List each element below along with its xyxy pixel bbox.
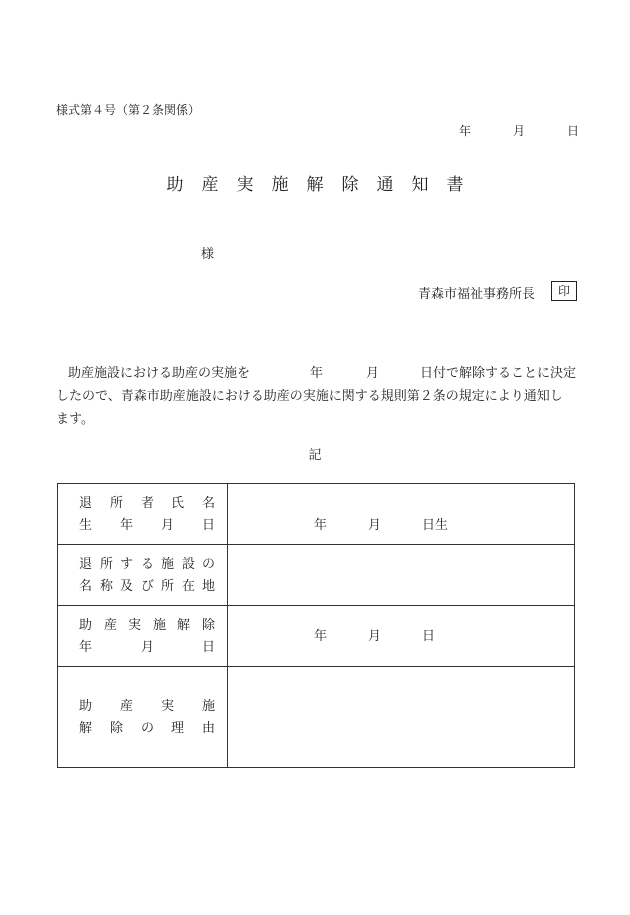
label-char: 解 <box>79 721 93 736</box>
birthdate-line <box>228 514 574 536</box>
label-cell-reason <box>58 667 228 768</box>
title-char: 通 <box>376 175 394 195</box>
label-char: 年 <box>79 640 93 655</box>
notation-mark: 記 <box>308 448 322 463</box>
label-char: 施 <box>161 557 175 572</box>
value-cell-birthdate[interactable] <box>228 484 575 545</box>
table-row <box>58 484 575 545</box>
label-cell-retiree <box>58 484 228 545</box>
title-char: 知 <box>411 175 429 195</box>
label-char: 理 <box>171 721 185 736</box>
label-char: 者 <box>141 496 155 511</box>
body-year: 年 <box>310 366 324 381</box>
title-char: 書 <box>446 175 464 195</box>
label-char: 所 <box>161 579 175 594</box>
birth-day-label: 日生 <box>422 518 449 533</box>
label-char: 除 <box>110 721 124 736</box>
label-line <box>58 717 227 739</box>
body-line-2: したので、青森市助産施設における助産の実施に関する規則第２条の規定により通知し <box>56 389 563 404</box>
body-lead: 助産施設における助産の実施を <box>68 366 251 381</box>
label-char: 生 <box>79 518 93 533</box>
title-char: 助 <box>166 175 184 195</box>
birth-month-label: 月 <box>368 518 382 533</box>
label-char: 除 <box>202 618 216 633</box>
label-char: 助 <box>79 618 93 633</box>
document-title <box>0 170 630 195</box>
label-char: 由 <box>202 721 216 736</box>
cancel-year-label: 年 <box>314 629 328 644</box>
label-cell-cancel-date <box>58 606 228 667</box>
label-line <box>58 514 227 536</box>
label-line <box>58 575 227 597</box>
label-char: 産 <box>120 699 134 714</box>
body-tail: 日付で解除することに決定 <box>420 366 577 381</box>
table-row <box>58 606 575 667</box>
label-char: 産 <box>104 618 118 633</box>
label-char: 施 <box>153 618 167 633</box>
title-char: 実 <box>236 175 254 195</box>
issuer-name: 青森市福祉事務所長 <box>418 287 536 302</box>
body-line-3: ます。 <box>56 412 94 427</box>
value-cell-facility[interactable] <box>228 545 575 606</box>
label-char: 年 <box>120 518 134 533</box>
table-row <box>58 545 575 606</box>
label-char: の <box>202 557 216 572</box>
label-line <box>58 492 227 514</box>
label-char: る <box>141 557 155 572</box>
label-char: 在 <box>182 579 196 594</box>
value-cell-reason[interactable] <box>228 667 575 768</box>
birth-year-label: 年 <box>314 518 328 533</box>
label-char: 退 <box>79 557 93 572</box>
label-char: 解 <box>177 618 191 633</box>
body-month: 月 <box>366 366 380 381</box>
label-char: 月 <box>161 518 175 533</box>
label-char: す <box>120 557 134 572</box>
label-char: 実 <box>128 618 142 633</box>
addressee-suffix: 様 <box>201 247 215 262</box>
label-char: 退 <box>79 496 93 511</box>
table-row <box>58 667 575 768</box>
cancel-month-label: 月 <box>368 629 382 644</box>
body-line-1 <box>56 362 580 385</box>
label-char: 地 <box>202 579 216 594</box>
notice-body <box>56 362 580 431</box>
value-cell-cancel-date[interactable] <box>228 606 575 667</box>
label-char: 所 <box>110 496 124 511</box>
label-line <box>58 695 227 717</box>
label-char: 施 <box>202 699 216 714</box>
label-char: 月 <box>141 640 155 655</box>
date-day-label: 日 <box>567 124 580 138</box>
label-char: 名 <box>202 496 216 511</box>
label-char: 及 <box>120 579 134 594</box>
label-char: 日 <box>202 640 216 655</box>
label-char: 助 <box>79 699 93 714</box>
label-char: 所 <box>100 557 114 572</box>
cancel-date-line <box>228 625 574 647</box>
date-month-label: 月 <box>513 124 526 138</box>
label-cell-facility <box>58 545 228 606</box>
label-line <box>58 553 227 575</box>
title-char: 解 <box>306 175 324 195</box>
label-char: の <box>141 721 155 736</box>
label-char: 称 <box>100 579 114 594</box>
label-char: 日 <box>202 518 216 533</box>
cancel-day-label: 日 <box>422 629 436 644</box>
title-char: 産 <box>201 175 219 195</box>
label-line <box>58 636 227 658</box>
title-char: 施 <box>271 175 289 195</box>
seal-stamp: 印 <box>551 281 577 301</box>
label-char: 名 <box>79 579 93 594</box>
label-char: 氏 <box>171 496 185 511</box>
date-year-label: 年 <box>459 124 472 138</box>
label-line <box>58 614 227 636</box>
label-char: 設 <box>182 557 196 572</box>
label-char: び <box>141 579 155 594</box>
form-number: 様式第４号（第２条関係） <box>56 103 201 117</box>
detail-table <box>57 483 575 768</box>
label-char: 実 <box>161 699 175 714</box>
title-char: 除 <box>341 175 359 195</box>
